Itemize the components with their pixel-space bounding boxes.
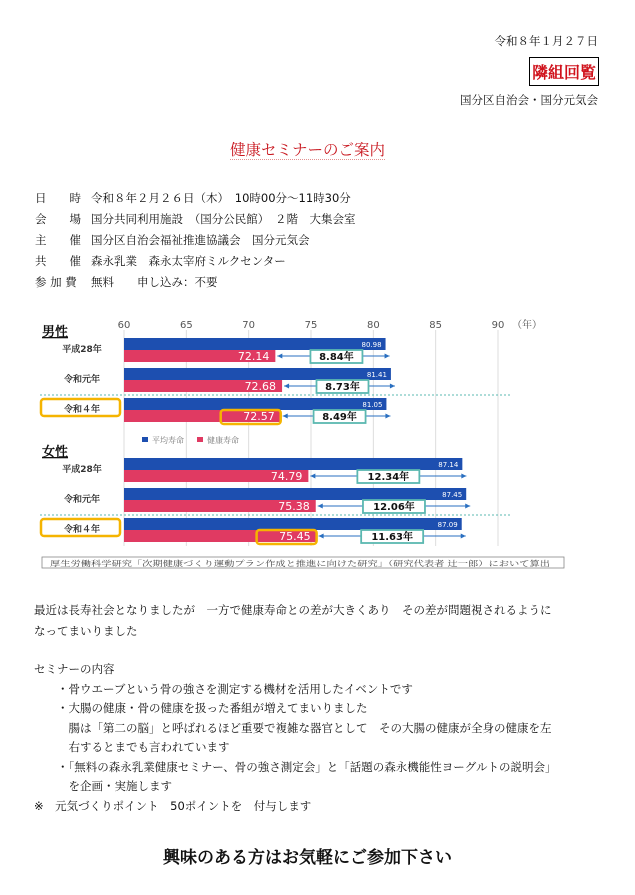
page-title — [0, 138, 615, 160]
gap-value: 8.73年 — [325, 382, 360, 393]
info-label: 共 催 — [35, 254, 81, 268]
x-unit-label: （年） — [512, 320, 542, 331]
info-label: 日 時 — [35, 191, 81, 205]
group-label: 女性 — [42, 445, 69, 460]
circulation-stamp: 隣組回覧 — [529, 57, 599, 86]
legend-swatch-life — [142, 437, 148, 442]
intro-line: なってまいりました — [34, 624, 138, 638]
healthy-life-value: 74.79 — [270, 470, 303, 483]
life-expectancy-value: 87.14 — [438, 461, 459, 469]
info-value: 森永乳業 森永太宰府ミルクセンター — [91, 254, 286, 268]
x-tick-label: 75 — [304, 320, 318, 331]
row-label: 令和元年 — [63, 495, 101, 505]
life-expectancy-bar — [124, 488, 466, 500]
healthy-life-value: 72.57 — [243, 410, 275, 423]
contents-item: ・骨ウエーブという骨の強さを測定する機材を活用したイベントです — [57, 682, 413, 696]
closing-message: 興味のある方はお気軽にご参加下さい — [163, 848, 452, 868]
row-label: 令和４年 — [63, 525, 101, 535]
row-label: 令和元年 — [63, 375, 101, 385]
healthy-life-value: 75.45 — [279, 530, 311, 543]
x-tick-label: 65 — [179, 320, 193, 331]
info-row-datetime — [35, 190, 351, 206]
contents-item: ・「無料の森永乳業健康セミナー、骨の強さ測定会」と「話題の森永機能性ヨーグルトの説明会」 — [57, 760, 557, 774]
row-label: 平成28年 — [62, 465, 102, 475]
healthy-life-value: 75.38 — [278, 500, 310, 513]
points-note: ※ 元気づくりポイント 50ポイントを 付与します — [34, 799, 312, 813]
organization: 国分区自治会・国分元気会 — [460, 93, 598, 107]
arrow-head-left — [283, 414, 288, 419]
life-expectancy-bar — [124, 458, 462, 470]
healthy-life-value: 72.14 — [237, 350, 270, 363]
info-value: 国分区自治会福祉推進協議会 国分元気会 — [91, 233, 310, 247]
legend-label: 平均寿命 — [152, 436, 184, 445]
arrow-head-left — [319, 534, 324, 539]
life-expectancy-bar — [124, 518, 462, 530]
info-row-fee — [35, 274, 218, 290]
life-expectancy-chart — [0, 310, 635, 580]
x-tick-label: 60 — [117, 320, 131, 331]
contents-item: ・大腸の健康・骨の健康を扱った番組が増えてまいりました — [57, 701, 368, 715]
info-label: 参 加 費 — [35, 275, 77, 289]
info-value: 令和８年２月２６日（木） 10時00分～11時30分 — [91, 191, 351, 205]
info-label: 主 催 — [35, 233, 81, 247]
gap-value: 11.63年 — [371, 532, 413, 543]
info-value: 国分共同利用施設 （国分公民館） ２階 大集会室 — [91, 212, 356, 226]
life-expectancy-value: 87.09 — [437, 521, 458, 529]
row-label: 令和４年 — [63, 405, 101, 415]
issue-date: 令和８年１月２７日 — [494, 34, 598, 48]
life-expectancy-value: 81.41 — [366, 371, 387, 379]
life-expectancy-bar — [124, 368, 391, 380]
arrow-head-left — [318, 504, 323, 509]
life-expectancy-value: 80.98 — [361, 341, 382, 349]
arrow-head-right — [390, 384, 395, 389]
group-label: 男性 — [42, 325, 69, 340]
gap-value: 8.49年 — [322, 412, 357, 423]
life-expectancy-bar — [124, 398, 386, 410]
x-tick-label: 70 — [242, 320, 256, 331]
info-value: 無料 申し込み：不要 — [91, 275, 218, 289]
legend-label: 健康寿命 — [207, 436, 239, 445]
row-label: 平成28年 — [62, 345, 102, 355]
contents-item: を企画・実施します — [57, 779, 172, 793]
contents-heading: セミナーの内容 — [34, 662, 115, 676]
x-tick-label: 80 — [366, 320, 380, 331]
legend-swatch-healthy — [197, 437, 203, 442]
healthy-life-value: 72.68 — [244, 380, 277, 393]
arrow-head-right — [385, 414, 390, 419]
arrow-head-right — [461, 534, 466, 539]
contents-item: 腸は「第二の脳」と呼ばれるほど重要で複雑な器官として その大腸の健康が全身の健康を左 — [57, 721, 552, 735]
info-row-venue — [35, 211, 356, 227]
life-expectancy-bar — [124, 338, 386, 350]
info-label: 会 場 — [35, 212, 81, 226]
gap-value: 12.34年 — [367, 472, 410, 483]
gap-value: 8.84年 — [319, 352, 354, 363]
arrow-head-right — [385, 354, 390, 359]
info-row-cohost — [35, 253, 286, 269]
x-tick-label: 85 — [429, 320, 443, 331]
arrow-head-left — [284, 384, 289, 389]
gap-value: 12.06年 — [373, 502, 415, 513]
arrow-head-right — [461, 474, 466, 479]
life-expectancy-value: 87.45 — [442, 491, 463, 499]
life-expectancy-value: 81.05 — [362, 401, 383, 409]
intro-line: 最近は長寿社会となりましたが 一方で健康寿命との差が大きくあり その差が問題視されるように — [34, 603, 552, 617]
title-text: 健康セミナーのご案内 — [229, 141, 385, 159]
x-tick-label: 90 — [491, 320, 505, 331]
arrow-head-left — [277, 354, 282, 359]
arrow-head-right — [465, 504, 470, 509]
source-note: 厚生労働科学研究「次期健康づくり運動プラン作成と推進に向けた研究」（研究代表者 辻一郎）において算出 — [50, 559, 550, 568]
contents-item: 右するとまでも言われています — [57, 740, 230, 754]
info-row-host — [35, 232, 310, 248]
